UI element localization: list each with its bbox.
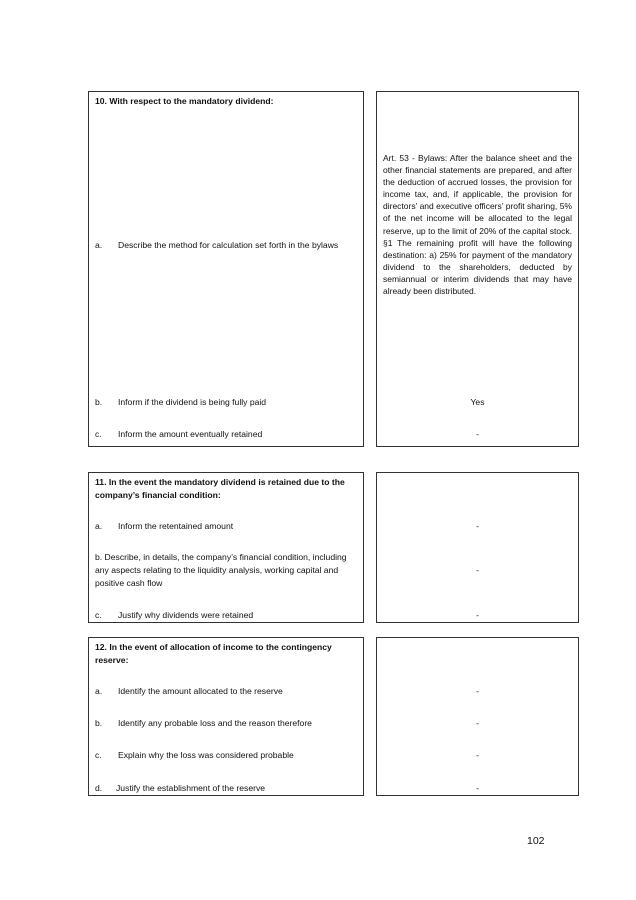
q10-a-answer: Art. 53 - Bylaws: After the balance sheet and the other financial statements are prepared, and after the deduction of accrued losses, the provision for income tax, and, if applicable, the provision for directors’ and executive officers’ profit sharing, 5% of the net income will be allocated to the legal reserve, up to the limit of 20% of the capital stock. §1 The remaining profit will have the following destination: a) 25% for payment of the mandatory dividend to the shareholders, deducted by semiannual or interim dividends that may have already been distributed.	[383, 153, 572, 297]
q11-heading: 11. In the event the mandatory dividend is retained due to the company’s financial condition:	[95, 477, 345, 500]
q10-answer-box	[376, 91, 579, 447]
q10-question-box	[88, 91, 364, 447]
q10-c-answer: -	[476, 429, 479, 439]
q12-b-answer: -	[476, 718, 479, 728]
q11-c-answer: -	[476, 610, 479, 620]
q10-b-text: Inform if the dividend is being fully paid	[118, 397, 267, 407]
q10-a-label: a.	[95, 240, 103, 250]
q11-b-answer: -	[476, 565, 479, 575]
q10-heading: 10. With respect to the mandatory dividend:	[95, 96, 274, 106]
q12-answer-box	[376, 637, 579, 796]
q10-c-label: c.	[95, 429, 102, 439]
q12-c-label: c.	[95, 750, 102, 760]
q10-b-answer: Yes	[470, 397, 485, 407]
q10-c-text: Inform the amount eventually retained	[118, 429, 263, 439]
q11-answer-box	[376, 472, 579, 623]
q12-a-answer: -	[476, 686, 479, 696]
q12-b-label: b.	[95, 718, 103, 728]
q12-question-box	[88, 637, 364, 796]
q11-a-label: a.	[95, 521, 103, 531]
q11-a-text: Inform the retentained amount	[118, 521, 234, 531]
q12-b-text: Identify any probable loss and the reason therefore	[118, 718, 312, 728]
q11-c-label: c.	[95, 610, 102, 620]
q12-d-text: Justify the establishment of the reserve	[116, 783, 266, 793]
q12-a-text: Identify the amount allocated to the reserve	[118, 686, 283, 696]
page-number: 102	[527, 835, 545, 847]
q12-d-answer: -	[476, 783, 479, 793]
q12-c-answer: -	[476, 750, 479, 760]
q10-a-text: Describe the method for calculation set forth in the bylaws	[118, 240, 339, 250]
q12-a-label: a.	[95, 686, 103, 696]
q11-c-text: Justify why dividends were retained	[118, 610, 254, 620]
q12-d-label: d.	[95, 783, 103, 793]
q12-heading: 12. In the event of allocation of income to the contingency reserve:	[95, 642, 332, 665]
q11-a-answer: -	[476, 521, 479, 531]
q10-b-label: b.	[95, 397, 103, 407]
q12-c-text: Explain why the loss was considered probable	[118, 750, 294, 760]
q11-b-text: b. Describe, in details, the company’s financial condition, including any aspects relating to the liquidity analysis, working capital and positive cash flow	[95, 552, 347, 588]
q11-question-box	[88, 472, 364, 623]
